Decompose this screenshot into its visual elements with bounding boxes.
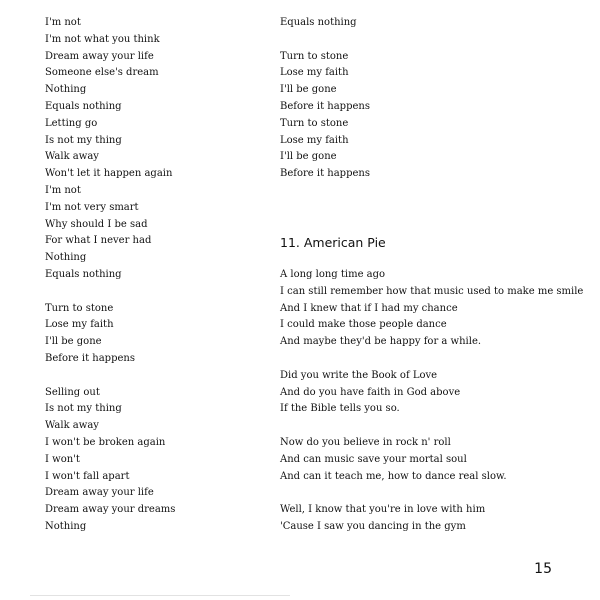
page-number: 15 bbox=[534, 561, 552, 577]
lyric-line: And do you have faith in God above bbox=[280, 386, 461, 398]
stanza-gap bbox=[280, 32, 580, 49]
lyric-line: And I knew that if I had my chance bbox=[280, 302, 458, 314]
song-lyrics bbox=[280, 267, 584, 536]
lyric-line: Is not my thing bbox=[45, 134, 122, 146]
lyric-line: Lose my faith bbox=[280, 67, 349, 79]
lyric-line: For what I never had bbox=[45, 235, 152, 247]
lyric-line: Letting go bbox=[45, 117, 98, 129]
lyric-line: Turn to stone bbox=[280, 50, 349, 62]
lyric-line: Is not my thing bbox=[45, 403, 122, 415]
lyric-stanza bbox=[280, 502, 580, 536]
lyric-line: 'Cause I saw you dancing in the gym bbox=[280, 520, 466, 532]
lyric-line: Dream away your life bbox=[45, 50, 154, 62]
lyric-stanza bbox=[45, 385, 270, 536]
lyric-line: Equals nothing bbox=[280, 17, 357, 28]
lyric-line: I'm not what you think bbox=[45, 33, 160, 45]
lyric-line: Dream away your life bbox=[45, 487, 154, 499]
lyric-line: I could make those people dance bbox=[280, 319, 447, 331]
lyric-line: I won't be broken again bbox=[45, 436, 166, 448]
lyric-stanza bbox=[280, 49, 580, 183]
lyric-line: Selling out bbox=[45, 386, 100, 398]
lyric-line: I won't bbox=[45, 453, 80, 465]
lyric-line: Lose my faith bbox=[280, 134, 349, 146]
lyric-line: And can it teach me, how to dance real slow. bbox=[280, 470, 507, 482]
lyric-line: Walk away bbox=[45, 151, 99, 163]
lyric-line: Lose my faith bbox=[45, 319, 114, 331]
lyric-line: And can music save your mortal soul bbox=[280, 453, 467, 465]
bottom-rule bbox=[30, 595, 290, 596]
section-spacer bbox=[280, 183, 580, 233]
lyric-line: Before it happens bbox=[45, 352, 135, 364]
lyric-line: I'll be gone bbox=[280, 151, 337, 163]
stanza-gap bbox=[280, 485, 580, 502]
lyric-line: Nothing bbox=[45, 252, 87, 264]
lyric-line: And maybe they'd be happy for a while. bbox=[280, 336, 482, 348]
lyric-line: Why should I be sad bbox=[45, 218, 148, 230]
lyric-stanza bbox=[280, 15, 580, 32]
lyric-line: Someone else's dream bbox=[45, 67, 159, 79]
lyric-line: Dream away your dreams bbox=[45, 504, 176, 516]
lyric-line: Nothing bbox=[45, 84, 87, 96]
lyric-line: Did you write the Book of Love bbox=[280, 369, 438, 381]
lyric-line: I'll be gone bbox=[280, 84, 337, 96]
lyric-line: Won't let it happen again bbox=[45, 168, 173, 180]
lyric-line: I'm not very smart bbox=[45, 201, 139, 213]
lyric-line: If the Bible tells you so. bbox=[280, 403, 400, 415]
left-stanzas bbox=[45, 15, 270, 536]
lyric-line: Well, I know that you're in love with him bbox=[280, 504, 486, 516]
lyric-line: Walk away bbox=[45, 420, 99, 432]
lyric-line: I'll be gone bbox=[45, 336, 102, 348]
song-title: 11. American Pie bbox=[280, 234, 386, 250]
lyric-stanza bbox=[280, 435, 580, 485]
lyric-line: Equals nothing bbox=[45, 100, 122, 112]
right-top-stanzas bbox=[280, 15, 580, 183]
lyric-stanza bbox=[280, 368, 580, 418]
lyric-line: Before it happens bbox=[280, 100, 370, 112]
lyric-line: I'm not bbox=[45, 17, 81, 28]
lyric-stanza bbox=[45, 301, 270, 368]
left-column bbox=[45, 15, 270, 536]
lyric-line: I won't fall apart bbox=[45, 470, 130, 482]
lyric-line: Turn to stone bbox=[45, 302, 114, 314]
lyric-stanza bbox=[280, 267, 584, 351]
lyric-line: Nothing bbox=[45, 520, 87, 532]
lyric-line: I'm not bbox=[45, 184, 81, 196]
lyric-line: Equals nothing bbox=[45, 268, 122, 280]
stanza-gap bbox=[45, 368, 270, 385]
lyric-stanza bbox=[45, 15, 270, 284]
lyric-line: A long long time ago bbox=[280, 268, 386, 280]
stanza-gap bbox=[280, 351, 580, 368]
stanza-gap bbox=[280, 418, 580, 435]
lyric-line: Before it happens bbox=[280, 168, 370, 180]
right-column bbox=[280, 15, 584, 536]
stanza-gap bbox=[45, 284, 270, 301]
lyric-line: Now do you believe in rock n' roll bbox=[280, 436, 451, 448]
lyric-line: I can still remember how that music used to make me smile bbox=[280, 285, 584, 297]
lyric-line: Turn to stone bbox=[280, 117, 349, 129]
